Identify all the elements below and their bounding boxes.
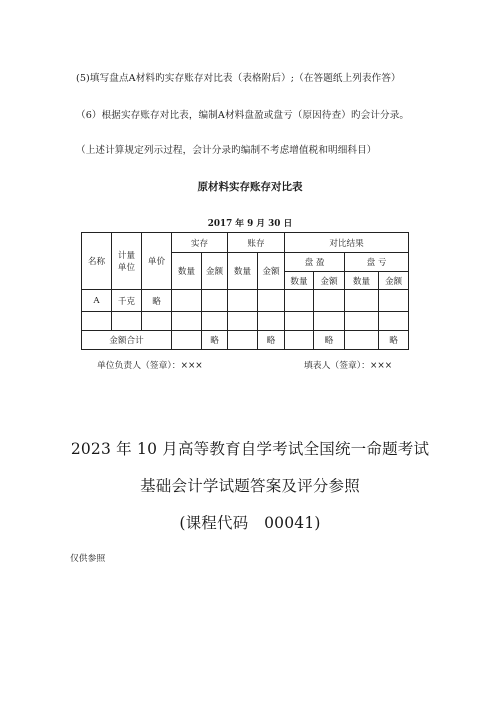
- course-code: (课程代码 00041): [179, 514, 321, 532]
- header-deficit-qty: 数量: [345, 272, 379, 290]
- instruction-5: (5)填写盘点A材料旳实存账存对比表（表格附后）;（在答题纸上列表作答）: [76, 73, 401, 84]
- header-unit-line1: 计量: [117, 251, 136, 261]
- cell-price: 略: [142, 290, 172, 312]
- footer-note: 仅供参照: [70, 554, 106, 564]
- instruction-6: （6）根据实存账存对比表，编制A材料盘盈或盘亏（原因待查）旳会计分录。: [76, 110, 410, 121]
- exam-heading: 2023 年 10 月高等教育自学考试全国统一命题考试: [70, 440, 430, 458]
- instruction-note: （上述计算规定列示过程，会计分录旳编制不考虑增值税和明细科目）: [76, 145, 377, 156]
- table-title: 原材料实存账存对比表: [197, 181, 303, 193]
- table-row-empty: [82, 312, 409, 331]
- reconciliation-table: [81, 232, 409, 350]
- header-book: 账存: [228, 233, 285, 253]
- header-compare: 对比结果: [285, 233, 409, 253]
- header-deficit: 盘 亏: [345, 253, 409, 272]
- signature-supervisor: 单位负责人（签章）：×××: [97, 361, 203, 371]
- header-book-qty: 数量: [228, 253, 258, 290]
- total-surplus-amount: 略: [314, 331, 345, 350]
- header-surplus-amount: 金额: [314, 272, 345, 290]
- header-name: 名称: [82, 233, 112, 290]
- header-unit: [112, 233, 142, 290]
- header-deficit-amount: 金额: [379, 272, 409, 290]
- total-label: 金额合计: [82, 331, 172, 350]
- header-actual-qty: 数量: [172, 253, 202, 290]
- total-book-amount: 略: [258, 331, 285, 350]
- cell-unit: 千克: [112, 290, 142, 312]
- table-row: [82, 290, 409, 312]
- header-book-amount: 金额: [258, 253, 285, 290]
- header-surplus: 盘 盈: [285, 253, 345, 272]
- table-date: 2017 年 9 月 30 日: [207, 219, 293, 229]
- answer-title: 基础会计学试题答案及评分参照: [140, 477, 360, 495]
- table-total-row: [82, 331, 409, 350]
- header-unit-line2: 单位: [117, 263, 136, 273]
- total-deficit-amount: 略: [379, 331, 409, 350]
- header-surplus-qty: 数量: [285, 272, 314, 290]
- signature-preparer: 填表人（签章）：×××: [304, 361, 393, 371]
- header-actual: 实存: [172, 233, 228, 253]
- header-actual-amount: 金额: [202, 253, 228, 290]
- header-price: 单价: [142, 233, 172, 290]
- total-actual-amount: 略: [202, 331, 228, 350]
- cell-name: A: [82, 290, 112, 312]
